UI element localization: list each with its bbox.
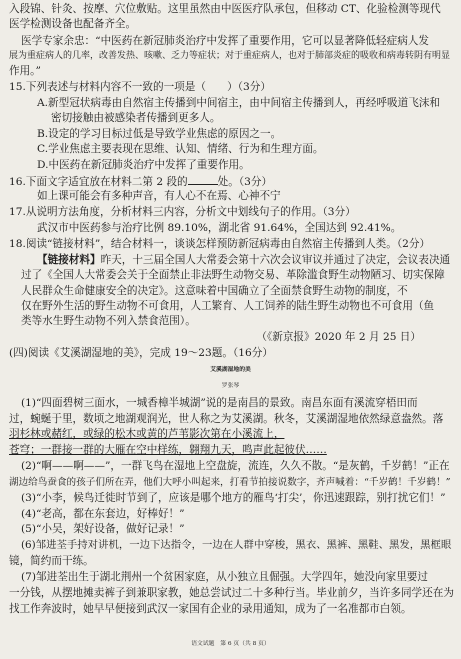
option-b: B.设定的学习目标过低是导致学业焦虑的原因之一。	[37, 128, 282, 140]
option-c: C.学业焦虑主要表现在思维、认知、情绪、行为和生理方面。	[37, 143, 324, 155]
option-d: D.中医药在新冠肺炎治疗中发挥了重要作用。	[37, 159, 250, 171]
page-footer: 语文试题 第 6 页（共 8 页）	[191, 641, 270, 647]
section-heading: (四)阅读《艾溪湖湿地的美》，完成 19～23题。（16分）	[9, 347, 273, 359]
option-a: A.新型冠状病毒由自然宿主传播到中间宿主，由中间宿主传播到人，再经呼吸道飞沫和	[37, 97, 440, 109]
essay-paragraph-line: 湖边给鸟蚕食的孩子们所在弄，他们大呼小叫起来，打看节拍接说数字，齐声喊着：“千岁鹤！千岁鹤！”	[9, 477, 451, 488]
question-18-stem: 18.阅读“链接材料”，结合材料一，谈谈怎样预防新冠病毒由自然宿主传播到人类。（2分）	[9, 238, 431, 250]
question-17-stem: 17.从说明方法角度，分析材料三内容，分析文中划线句子的作用。（3分）	[9, 206, 356, 218]
essay-paragraph-line: (2)“啊——啊——”，一群飞鸟在湿地上空盘旋，流连，久久不散。“是灰鹤，千岁鹤！”正在	[21, 460, 450, 472]
essay-author: 罗张琴	[221, 383, 240, 389]
essay-paragraph-line: (6)邹进荃手持对讲机，一边下达指令，一边在人群中穿梭，黑衣、黑裤、黑鞋、黑发，黑框眼	[21, 539, 452, 551]
question-16-quote: 如上课可能会有多种声音，有人心不在焉、心神不宁	[37, 190, 281, 202]
essay-paragraph-line: (7)邹进荃出生于湖北荆州一个贫困家庭，从小独立且倔强。大学四年，她没向家里要过	[21, 571, 428, 583]
essay-title: 艾溪湖湿地的美	[210, 367, 251, 373]
passage-line: 入段锦、针灸、按摩、穴位敷贴。这里虽然由中医医疗队承包，但移动 CT、化验检测等现代	[9, 3, 441, 15]
link-material-line: 类等水生野生动物不列入禁食范围）。	[21, 315, 196, 327]
essay-paragraph-line: (4)“老高，都在东套边，好棒好！”	[21, 508, 185, 520]
passage-line: 作用。”	[9, 65, 41, 77]
option-a-continued: 密切接触由被感染者传播到更多人。	[51, 112, 221, 124]
essay-paragraph-line: 过，蜿蜒于里，数顷之地湖观润光，世人称之为艾溪湖。秋冬，艾溪湖湿地依然绿意盎然。落	[9, 413, 444, 425]
essay-paragraph-line: 镜，简约而干练。	[9, 555, 94, 567]
essay-paragraph-line: (3)“小李，候鸟迁徙时节到了，应该是哪个地方的雁鸟‘打尖’，你迅速跟踪，别打扰它们！”	[21, 492, 446, 504]
essay-paragraph-line: 找工作奔波时，她早早便接到武汉一家国有企业的录用通知，成为了一名准都市白领。	[9, 603, 412, 615]
link-material-line: 仅在野外生活的野生动物不可食用，人工繁育、人工饲养的陆生野生动物也不可食用（鱼	[21, 300, 435, 312]
question-15-stem: 15.下列表述与材料内容不一致的一项是（ ）（3分）	[9, 81, 271, 93]
link-material-source: （《新京报》2020 年 2 月 25 日）	[256, 331, 421, 343]
link-material-line: 过了《全国人大常委会关于全面禁止非法野生动物交易、革除滥食野生动物陋习、切实保障	[21, 269, 445, 281]
answer-blank	[188, 175, 218, 185]
essay-paragraph-line: (5)“小吴，架好设备，做好记录！”	[21, 523, 185, 535]
link-material-text: 昨天，十三届全国人大常委会第十六次会议审议并通过了决定，会议表决通	[100, 254, 451, 266]
question-17-text: 武汉市中医药参与治疗比例 89.10%，湖北省 91.64%，全国达到 92.41%。	[37, 222, 402, 234]
link-material-line: 人民群众生命健康安全的决定》。这意味着中国确立了全面禁食野生动物的制度，不	[21, 285, 408, 297]
passage-line: 展为重症病人的几率，改善发热、咳嗽、乏力等症状；对于重症病人，也对于肺部炎症的吸收和病毒转阴有明显	[9, 51, 451, 61]
passage-line: 医学检测设备也配备齐全。	[9, 18, 137, 30]
essay-paragraph-line: 一分钱，从摆地摊卖裤子到兼职家教，她总尝试过二十多种行当。毕业前夕，当许多同学还在为	[9, 587, 454, 599]
link-material-line	[37, 254, 450, 267]
link-material-label: 【链接材料】	[37, 254, 101, 266]
question-16-stem-after: 处。（3分）	[217, 176, 273, 188]
essay-paragraph-line: (1)“四面碧树三面水，一城香樟半城湖”说的是南昌的景致。南昌东面有溪流穿梧田而	[21, 397, 418, 409]
question-16-stem	[9, 175, 272, 189]
essay-underlined-line: 羽杉林或赭红，或绿的松木或黄的芦苇影次第在小溪流上，	[9, 428, 285, 440]
question-16-stem-before: 16.下面文字适宜放在材料二第 2 段的	[9, 176, 188, 188]
essay-underlined-line: 苍穹；一群接一群的大雁在空中样练，翱翔九天，鸣声此起彼伏……	[9, 444, 327, 456]
passage-line: 医学专家余忠：“中医药在新冠肺炎治疗中发挥了重要作用，它可以显著降低轻症病人发	[21, 35, 429, 47]
